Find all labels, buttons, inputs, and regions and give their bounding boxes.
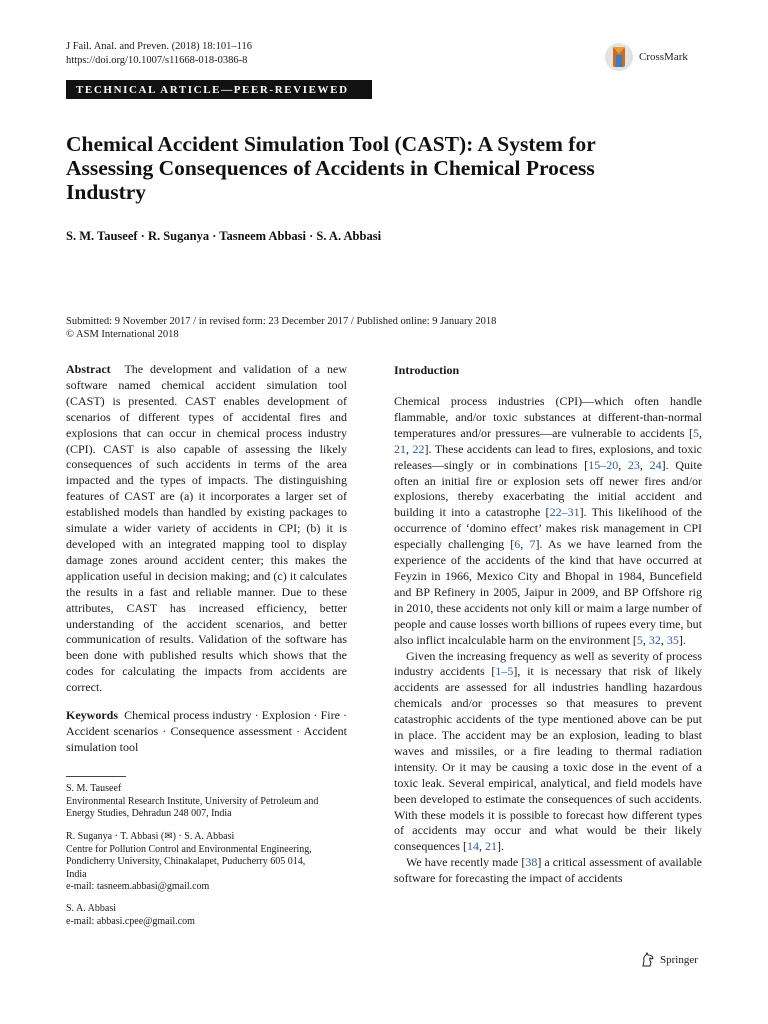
intro-text: ]. These accidents can lead to fires, explosions, and toxic releases—singly or in combinations [ — [394, 441, 702, 472]
affiliation-name: S. M. Tauseef — [66, 783, 122, 794]
citation-link[interactable]: 6 — [514, 537, 521, 552]
citation-link[interactable]: 15–20 — [588, 457, 619, 472]
intro-paragraph — [394, 649, 702, 856]
citation-link[interactable]: 38 — [525, 855, 538, 870]
footnote-divider — [66, 776, 126, 777]
abstract-text: The development and validation of a new software named chemical accident simulation tool (CAST) is presented. CAST enables development of scenarios of different types of accidental fires and explosions that can occur in chemical process industry (CPI). CAST is also capable of assessing the likely consequences of such accidents in terms of the area impacted and the types of impacts. The distinguishing features of CAST are (a) it incorporates a larger set of established models than handled by existing packages to simulate a wider variety of accidents in CPI; (b) it is developed with an integrated mapping tool to display damage zones around accident center; this makes the application useful in decision making; and (c) it calculates the results in a fast and reliable manner. Due to these attributes, CAST has increased efficiency, better understanding of the accident scenarios, and better communication of results. Validation of the software has been done with published results which shows that the codes for calculating the impacts from accidents are correct. — [66, 362, 348, 695]
left-column — [66, 362, 347, 756]
right-column — [394, 362, 702, 887]
intro-text: , — [660, 632, 667, 647]
intro-text: , — [406, 441, 413, 456]
intro-paragraph — [394, 855, 702, 887]
citation-link[interactable]: 7 — [529, 537, 536, 552]
citation-link[interactable]: 5 — [693, 425, 699, 440]
citation-link[interactable]: 22 — [412, 441, 425, 456]
affiliation-block — [66, 831, 366, 894]
citation-link[interactable]: 23 — [627, 457, 640, 472]
submission-dates: Submitted: 9 November 2017 / in revised form: 23 December 2017 / Published online: 9 January 2018 — [66, 316, 497, 327]
affiliation-block — [66, 903, 366, 928]
affiliation-block — [66, 783, 366, 821]
keywords — [66, 708, 347, 756]
affiliation-line: Pondicherry University, Chinakalapet, Puducherry 605 014, — [66, 856, 306, 868]
affiliation-line: India — [66, 868, 87, 880]
doi-link[interactable]: https://doi.org/10.1007/s11668-018-0386-8 — [66, 55, 248, 66]
intro-text: , — [478, 839, 485, 854]
citation-link[interactable]: 1–5 — [495, 664, 514, 679]
affiliation-line: Centre for Pollution Control and Environmental Engineering, — [66, 843, 312, 855]
article-type-label: TECHNICAL ARTICLE—PEER-REVIEWED — [76, 83, 349, 96]
intro-text: , — [642, 632, 649, 647]
intro-text: ]. This likelihood of the occurrence of ‘domino effect’ makes risk management in CPI especially challenging [ — [394, 505, 702, 552]
affiliation-line: Environmental Research Institute, University of Petroleum and — [66, 795, 319, 807]
intro-text: , — [618, 457, 628, 472]
citation-link[interactable]: 14 — [466, 839, 479, 854]
publication-dates — [66, 315, 496, 341]
copyright-notice: © ASM International 2018 — [66, 329, 179, 340]
keywords-text: Chemical process industry · Explosion · Fire · Accident scenarios · Consequence assessment · Accident simulation tool — [66, 708, 347, 754]
affiliation-name: S. A. Abbasi — [66, 903, 117, 914]
keywords-label: Keywords — [66, 708, 118, 723]
intro-text: ], it is necessary that risk of likely accidents are assessed for all industries handling hazardous chemicals and/or processes so that measures to prevent catastrophic accidents of the type mentioned above can be put in place. The accident may be an explosion, leading to blast waves and missiles, or a fire leading to thermal radiation intensity. Or it may be causing a toxic dose in the event of a toxic leak. Several empirical, analytical, and field models have been developed to estimate the consequences of such accidents. With these models it is possible to forecast how different types of accidents may occur and what would be their likely consequences [ — [394, 664, 702, 854]
intro-paragraph — [394, 394, 702, 649]
citation-link[interactable]: 32 — [648, 632, 661, 647]
author-list: S. M. Tauseef · R. Suganya · Tasneem Abbasi · S. A. Abbasi — [66, 229, 382, 243]
intro-text: , — [520, 537, 530, 552]
email-link[interactable]: e-mail: tasneem.abbasi@gmail.com — [66, 881, 210, 893]
publisher-logo — [640, 952, 698, 968]
crossmark-label: CrossMark — [639, 51, 688, 63]
article-type-banner — [66, 80, 372, 99]
citation-link[interactable]: 21 — [394, 441, 406, 456]
crossmark-badge[interactable] — [604, 40, 724, 74]
citation-link[interactable]: 22–31 — [549, 505, 580, 520]
citation-link[interactable]: 21 — [484, 839, 497, 854]
citation-link[interactable]: 5 — [636, 632, 643, 647]
affiliation-line: Energy Studies, Dehradun 248 007, India — [66, 808, 232, 820]
intro-text: , — [699, 425, 702, 440]
crossmark-icon — [604, 42, 634, 72]
intro-text: , — [639, 457, 650, 472]
section-heading-introduction: Introduction — [394, 363, 460, 377]
intro-text: ]. — [496, 839, 504, 854]
intro-text: ]. Quite often an initial fire or explosion sets off newer fires and/or explosions, thereby exacerbating the initial accident and building it into a catastrophe [ — [394, 457, 703, 520]
intro-text: Chemical process industries (CPI)—which often handle flammable, and/or toxic substances at different-than-normal temperatures and/or pressures—are vulnerable to accidents [ — [394, 394, 702, 440]
intro-text: We have recently made [ — [406, 855, 526, 870]
affiliation-name: R. Suganya · T. Abbasi (✉) · S. A. Abbasi — [66, 831, 235, 842]
intro-text: ]. As we have learned from the experience of the accidents of the kind that have occurred at Feyzin in 1966, Mexico City and Bhopal in 1984, Buncefield and BP Refinery in 2005, Jaipur in 2009, and BP Offshore rig in 2010, these accidents not only kill or maim a large number of people and cause losses worth billions of rupees every time, but also inflict incalculable harm on the environment [ — [394, 537, 703, 647]
intro-text: ]. — [678, 632, 686, 647]
citation-link[interactable]: 35 — [666, 632, 679, 647]
abstract-label: Abstract — [66, 362, 111, 376]
publisher-name: Springer — [660, 954, 698, 966]
email-link[interactable]: e-mail: abbasi.cpee@gmail.com — [66, 915, 195, 927]
citation-link[interactable]: 24 — [649, 457, 662, 472]
paper-title: Chemical Accident Simulation Tool (CAST): A System for Assessing Consequences of Accidents in Chemical Process Industry — [66, 132, 596, 204]
intro-text: Given the increasing frequency as well as severity of process industry accidents [ — [394, 648, 702, 679]
journal-citation: J Fail. Anal. and Preven. (2018) 18:101–116 — [66, 41, 252, 52]
intro-text: ] a critical assessment of available software for forecasting the impact of accidents — [394, 855, 702, 886]
springer-horse-icon — [640, 952, 656, 968]
abstract — [66, 362, 347, 696]
